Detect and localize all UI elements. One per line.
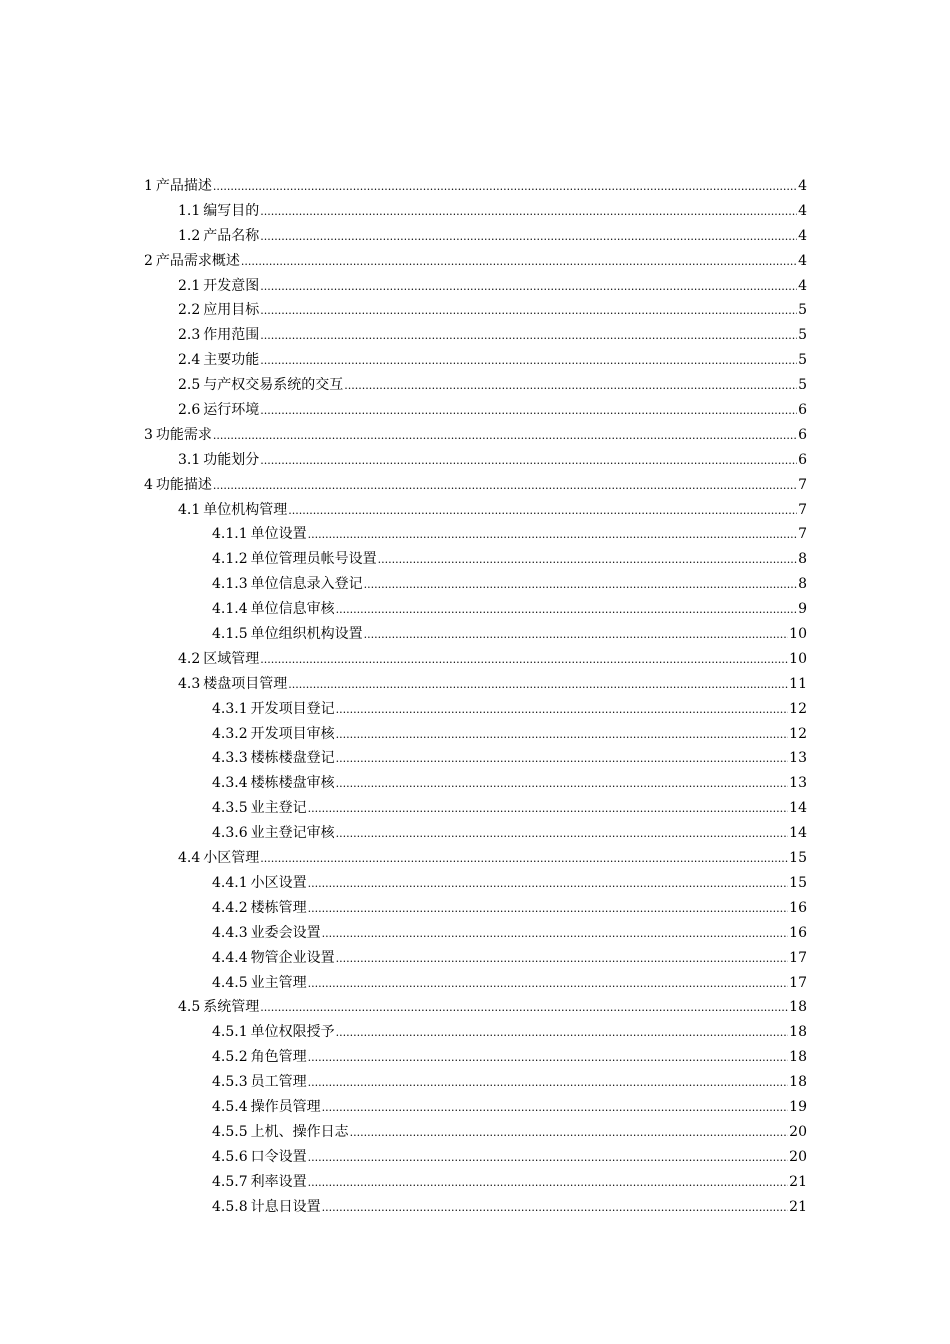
toc-entry-number: 4.5.8 [212,1198,248,1215]
toc-entry-number: 4.5.5 [212,1123,248,1140]
toc-entry-title: 上机、操作日志 [250,1123,349,1140]
toc-entry[interactable] [212,771,807,796]
toc-entry[interactable] [212,622,807,647]
toc-entry[interactable] [212,871,807,896]
toc-entry-number: 4.2 [178,650,201,667]
toc-dot-leader [288,673,788,698]
toc-entry[interactable] [212,821,807,846]
toc-entry-number: 2.4 [178,352,201,369]
toc-entry-number: 4 [144,476,153,493]
toc-entry-number: 4.5.1 [212,1024,248,1041]
toc-entry-title: 操作员管理 [250,1098,321,1115]
toc-dot-leader [308,523,797,548]
toc-entry-title: 楼盘项目管理 [203,675,288,692]
toc-entry[interactable] [212,746,807,771]
toc-entry-page-number: 21 [789,1173,807,1190]
toc-entry-title: 小区设置 [250,874,307,891]
toc-entry-title: 与产权交易系统的交互 [203,377,344,394]
toc-entry-number: 4.4.1 [212,874,248,891]
toc-entry-page-number: 20 [789,1148,807,1165]
toc-entry-title: 开发项目审核 [250,725,335,742]
toc-entry-number: 4.5.2 [212,1049,248,1066]
toc-entry[interactable] [212,896,807,921]
toc-entry-page-number: 20 [789,1123,807,1140]
toc-dot-leader [336,1021,789,1046]
toc-entry[interactable] [178,498,807,523]
toc-entry-title: 单位权限授予 [250,1024,335,1041]
toc-dot-leader [260,847,788,872]
toc-entry[interactable] [144,249,807,274]
toc-entry-number: 4.1.5 [212,626,248,643]
toc-entry-title: 单位管理员帐号设置 [250,551,377,568]
toc-entry-page-number: 8 [798,576,807,593]
toc-dot-leader [260,200,797,225]
toc-entry[interactable] [178,448,807,473]
toc-entry-title: 产品名称 [203,227,260,244]
toc-entry-title: 员工管理 [250,1074,307,1091]
toc-entry-number: 4.4 [178,850,201,867]
toc-entry[interactable] [144,423,807,448]
toc-entry-number: 4.4.4 [212,949,248,966]
toc-entry-title: 编写目的 [203,202,260,219]
toc-dot-leader [336,747,789,772]
toc-entry[interactable] [212,522,807,547]
toc-entry-page-number: 18 [789,1024,807,1041]
toc-dot-leader [260,399,797,424]
toc-entry[interactable] [212,1170,807,1195]
toc-dot-leader [336,947,789,972]
toc-entry-title: 功能划分 [203,451,260,468]
toc-entry[interactable] [212,547,807,572]
toc-entry-title: 计息日设置 [250,1198,321,1215]
toc-entry-number: 2.2 [178,302,201,319]
toc-dot-leader [260,299,797,324]
toc-entry[interactable] [212,1120,807,1145]
toc-entry-number: 4.3.2 [212,725,248,742]
toc-entry-page-number: 13 [789,775,807,792]
toc-dot-leader [336,598,797,623]
toc-entry-title: 作用范围 [203,327,260,344]
toc-entry-title: 单位组织机构设置 [250,626,363,643]
toc-entry[interactable] [178,846,807,871]
toc-entry-title: 楼栋楼盘登记 [250,750,335,767]
toc-entry-page-number: 6 [798,402,807,419]
toc-dot-leader [308,972,789,997]
toc-entry[interactable] [212,1020,807,1045]
toc-entry-number: 4.4.5 [212,974,248,991]
toc-dot-leader [213,424,797,449]
toc-dot-leader [378,548,797,573]
toc-entry-number: 2.1 [178,277,201,294]
toc-entry-number: 4.3.3 [212,750,248,767]
toc-entry-page-number: 4 [798,227,807,244]
toc-entry-page-number: 7 [798,476,807,493]
toc-entry-number: 4.3.4 [212,775,248,792]
toc-entry-number: 2.5 [178,377,201,394]
toc-entry-number: 4.4.2 [212,899,248,916]
toc-entry-page-number: 5 [798,302,807,319]
toc-entry-title: 功能描述 [155,476,212,493]
toc-entry-number: 4.1.1 [212,526,248,543]
toc-dot-leader [308,872,789,897]
toc-entry-number: 1.1 [178,202,201,219]
toc-entry-page-number: 14 [789,800,807,817]
toc-entry-page-number: 15 [789,850,807,867]
toc-entry-title: 功能需求 [155,426,212,443]
toc-entry-number: 2 [144,252,153,269]
toc-entry-number: 4.3 [178,675,201,692]
toc-entry[interactable] [178,995,807,1020]
toc-dot-leader [308,1146,789,1171]
table-of-contents [0,174,950,1219]
toc-dot-leader [344,374,797,399]
toc-entry-number: 4.5 [178,999,201,1016]
toc-entry-page-number: 8 [798,551,807,568]
toc-dot-leader [260,275,797,300]
toc-entry-number: 4.1 [178,501,201,518]
toc-entry-number: 2.6 [178,402,201,419]
toc-entry-number: 2.3 [178,327,201,344]
toc-entry-title: 单位信息审核 [250,601,335,618]
toc-dot-leader [336,698,789,723]
toc-entry[interactable] [212,722,807,747]
toc-entry[interactable] [178,647,807,672]
toc-entry[interactable] [178,199,807,224]
toc-entry-page-number: 15 [789,874,807,891]
toc-entry-title: 物管企业设置 [250,949,335,966]
toc-entry[interactable] [212,1045,807,1070]
toc-entry-number: 1 [144,178,153,194]
toc-entry-number: 4.4.3 [212,924,248,941]
toc-entry[interactable] [212,946,807,971]
toc-entry[interactable] [212,1195,807,1220]
toc-entry-page-number: 12 [789,700,807,717]
toc-dot-leader [308,1171,789,1196]
toc-entry[interactable] [178,373,807,398]
toc-entry[interactable] [212,597,807,622]
toc-entry[interactable] [212,572,807,597]
toc-entry-page-number: 4 [798,252,807,269]
toc-entry-page-number: 11 [789,675,807,692]
toc-dot-leader [308,1046,789,1071]
toc-entry-page-number: 14 [789,825,807,842]
toc-entry[interactable] [178,398,807,423]
toc-entry-title: 开发项目登记 [250,700,335,717]
toc-entry-number: 4.3.6 [212,825,248,842]
toc-entry-number: 4.1.3 [212,576,248,593]
toc-entry-title: 系统管理 [203,999,260,1016]
toc-entry-number: 4.5.4 [212,1098,248,1115]
toc-entry[interactable] [212,921,807,946]
toc-entry[interactable] [178,323,807,348]
toc-entry-page-number: 18 [789,1074,807,1091]
toc-entry-page-number: 4 [798,178,807,194]
toc-entry-title: 业委会设置 [250,924,321,941]
toc-entry-number: 3.1 [178,451,201,468]
toc-entry-title: 单位机构管理 [203,501,288,518]
toc-entry[interactable] [212,1095,807,1120]
toc-entry[interactable] [178,348,807,373]
toc-entry-page-number: 10 [789,650,807,667]
toc-dot-leader [336,723,789,748]
toc-entry-page-number: 9 [798,601,807,618]
toc-entry-number: 4.1.2 [212,551,248,568]
toc-dot-leader [213,175,797,200]
toc-entry[interactable] [178,672,807,697]
toc-entry[interactable] [212,1145,807,1170]
toc-entry-page-number: 18 [789,999,807,1016]
toc-dot-leader [213,474,797,499]
toc-dot-leader [260,225,797,250]
toc-dot-leader [260,648,788,673]
toc-entry-title: 小区管理 [203,850,260,867]
toc-entry-page-number: 19 [789,1098,807,1115]
toc-entry-title: 楼栋管理 [250,899,307,916]
toc-entry-title: 业主管理 [250,974,307,991]
toc-entry-title: 单位设置 [250,526,307,543]
toc-dot-leader [260,996,788,1021]
toc-entry-page-number: 7 [798,501,807,518]
toc-entry-page-number: 21 [789,1198,807,1215]
toc-entry[interactable] [212,796,807,821]
toc-dot-leader [308,797,789,822]
toc-dot-leader [322,1196,789,1221]
toc-dot-leader [322,922,789,947]
toc-entry-page-number: 6 [798,451,807,468]
toc-entry-page-number: 7 [798,526,807,543]
toc-entry-page-number: 16 [789,899,807,916]
toc-dot-leader [308,897,789,922]
toc-entry-page-number: 5 [798,327,807,344]
toc-entry-page-number: 18 [789,1049,807,1066]
toc-dot-leader [336,822,789,847]
toc-dot-leader [241,250,797,275]
toc-entry-page-number: 4 [798,202,807,219]
toc-entry-page-number: 5 [798,377,807,394]
toc-entry-number: 4.5.3 [212,1074,248,1091]
toc-dot-leader [350,1121,789,1146]
toc-entry[interactable] [212,971,807,996]
toc-dot-leader [288,499,797,524]
toc-entry-title: 业主登记 [250,800,307,817]
toc-entry-title: 产品描述 [155,178,212,194]
toc-entry-number: 4.3.1 [212,700,248,717]
toc-dot-leader [308,1071,789,1096]
toc-dot-leader [364,573,797,598]
toc-entry-title: 利率设置 [250,1173,307,1190]
toc-entry-title: 楼栋楼盘审核 [250,775,335,792]
toc-entry-number: 1.2 [178,227,201,244]
toc-entry-page-number: 4 [798,277,807,294]
toc-entry-page-number: 5 [798,352,807,369]
toc-entry-page-number: 6 [798,426,807,443]
toc-entry-number: 4.5.6 [212,1148,248,1165]
toc-entry-title: 运行环境 [203,402,260,419]
toc-dot-leader [322,1096,789,1121]
toc-entry[interactable] [212,1070,807,1095]
toc-entry-number: 4.1.4 [212,601,248,618]
toc-entry-page-number: 16 [789,924,807,941]
toc-entry[interactable] [178,298,807,323]
toc-entry-title: 应用目标 [203,302,260,319]
toc-entry-title: 业主登记审核 [250,825,335,842]
toc-entry-page-number: 10 [789,626,807,643]
toc-entry-page-number: 12 [789,725,807,742]
toc-dot-leader [364,623,789,648]
toc-entry-number: 3 [144,426,153,443]
toc-entry-title: 口令设置 [250,1148,307,1165]
toc-entry[interactable] [178,274,807,299]
toc-dot-leader [260,449,797,474]
toc-entry[interactable] [144,473,807,498]
toc-dot-leader [336,772,789,797]
toc-entry-title: 角色管理 [250,1049,307,1066]
toc-entry-page-number: 13 [789,750,807,767]
toc-entry-title: 开发意图 [203,277,260,294]
toc-entry-title: 产品需求概述 [155,252,240,269]
toc-entry-number: 4.5.7 [212,1173,248,1190]
toc-entry[interactable] [178,224,807,249]
toc-dot-leader [260,324,797,349]
toc-entry-page-number: 17 [789,949,807,966]
toc-entry[interactable] [144,174,807,199]
toc-entry-title: 单位信息录入登记 [250,576,363,593]
toc-entry-title: 主要功能 [203,352,260,369]
toc-entry-page-number: 17 [789,974,807,991]
toc-entry[interactable] [212,697,807,722]
toc-entry-number: 4.3.5 [212,800,248,817]
toc-entry-title: 区域管理 [203,650,260,667]
toc-dot-leader [260,349,797,374]
